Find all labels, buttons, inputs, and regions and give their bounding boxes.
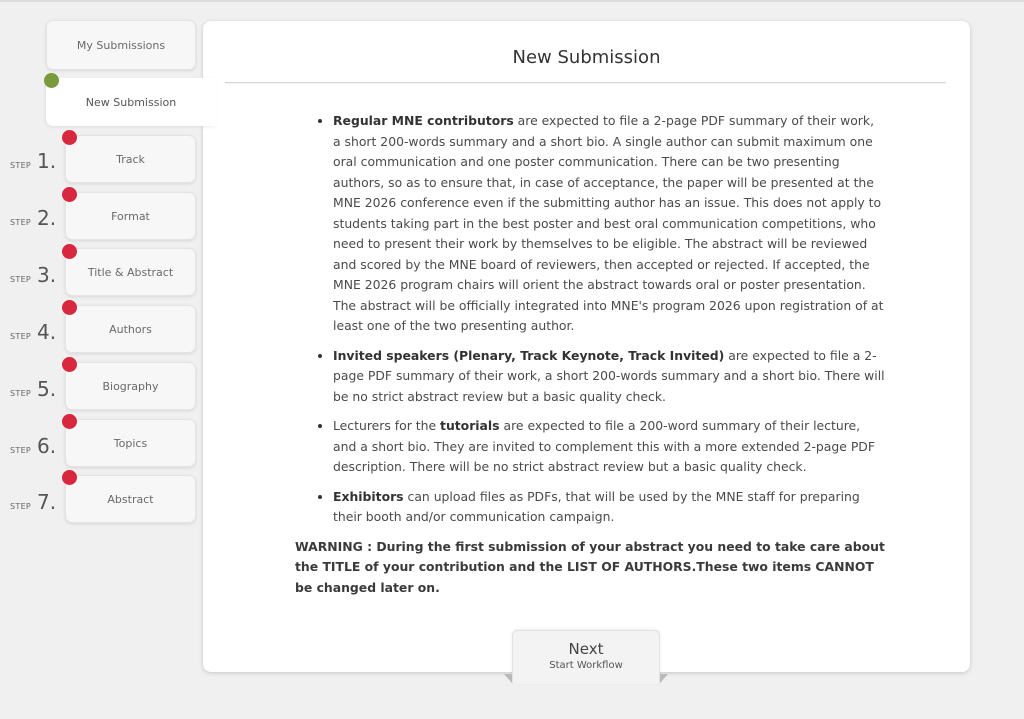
step-word: STEP bbox=[10, 446, 32, 455]
step-7-indicator bbox=[10, 490, 56, 514]
step-number: 6. bbox=[37, 434, 57, 458]
step-word: STEP bbox=[10, 161, 32, 170]
list-item-regular-contributors bbox=[333, 111, 885, 337]
step-tab-label: Abstract bbox=[107, 492, 154, 506]
list-item-invited-speakers bbox=[333, 346, 885, 408]
step-number: 4. bbox=[37, 320, 57, 344]
step-1-status-dot bbox=[62, 130, 77, 145]
next-button-sublabel: Start Workflow bbox=[549, 660, 623, 671]
step-number: 7. bbox=[37, 490, 57, 514]
instructions-list bbox=[295, 111, 885, 528]
step-word: STEP bbox=[10, 332, 32, 341]
step-tab-title-abstract[interactable] bbox=[65, 248, 196, 296]
step-6-indicator bbox=[10, 434, 56, 458]
item-bold: Regular MNE contributors bbox=[333, 113, 514, 128]
step-7-status-dot bbox=[62, 470, 77, 485]
item-bold: Invited speakers (Plenary, Track Keynote, Track Invited) bbox=[333, 347, 725, 363]
step-tab-topics[interactable] bbox=[65, 419, 196, 467]
item-text: are expected to file a 2-page PDF summary of their work, a short 200-words summary and a short bio. A single author can submit maximum one oral communication and one poster communication. There can be two presenting authors, so as to ensure that, in case of acceptance, the paper will be presented at the MNE 2026 conference even if the submitting author has an issue. This does not apply to students taking part in the best poster and best oral communication competitions, who need to present their work by themselves to be eligible. The abstract will be reviewed and scored by the MNE board of reviewers, then accepted or rejected. If accepted, the MNE 2026 program chairs will orient the abstract towards oral or poster presentation. The abstract will be officially integrated into MNE's program 2026 upon registration of at least one of the two presenting author. bbox=[333, 113, 884, 333]
step-number: 3. bbox=[37, 263, 57, 287]
step-tab-label: Authors bbox=[109, 322, 152, 336]
step-number: 1. bbox=[37, 149, 57, 173]
active-status-dot bbox=[44, 73, 59, 88]
step-3-indicator bbox=[10, 263, 56, 287]
step-word: STEP bbox=[10, 502, 32, 511]
step-word: STEP bbox=[10, 275, 32, 284]
step-6-status-dot bbox=[62, 414, 77, 429]
step-2-status-dot bbox=[62, 187, 77, 202]
step-tab-label: Format bbox=[111, 209, 150, 223]
step-tab-format[interactable] bbox=[65, 192, 196, 240]
title-divider bbox=[225, 82, 946, 83]
step-tab-label: Biography bbox=[102, 379, 159, 393]
item-text: can upload files as PDFs, that will be used by the MNE staff for preparing their booth and/or communication campaign. bbox=[333, 488, 860, 524]
step-word: STEP bbox=[10, 218, 32, 227]
step-tab-label: Title & Abstract bbox=[87, 265, 174, 279]
step-tab-authors[interactable] bbox=[65, 305, 196, 353]
warning-message: WARNING : During the first submission of your abstract you need to take care about the TITLE of your contribution and the LIST OF AUTHORS.These two items CANNOT be changed later on. bbox=[295, 538, 885, 595]
step-tab-biography[interactable] bbox=[65, 362, 196, 410]
button-fold-left bbox=[504, 674, 512, 683]
item-text: are expected to file a 200-word summary of their lecture, and a short bio. They are invited to complement this with a more extended 2-page PDF description. There will be no strict abstract review but a basic quality check. bbox=[333, 418, 875, 474]
step-word: STEP bbox=[10, 389, 32, 398]
step-3-status-dot bbox=[62, 244, 77, 259]
step-5-status-dot bbox=[62, 357, 77, 372]
item-prefix: Lecturers for the bbox=[333, 418, 441, 433]
item-text: are expected to file a 2-page PDF summary of their work, a short 200-words summary and a short bio. There will be no strict abstract review but a basic quality check. bbox=[333, 347, 885, 404]
list-item-tutorials bbox=[333, 416, 885, 478]
instructions-content bbox=[295, 111, 885, 598]
tab-new-submission[interactable] bbox=[46, 78, 216, 126]
next-button-label: Next bbox=[568, 640, 604, 658]
top-border bbox=[0, 0, 1024, 2]
step-number: 2. bbox=[37, 206, 57, 230]
step-4-indicator bbox=[10, 320, 56, 344]
step-tab-track[interactable] bbox=[65, 135, 196, 183]
tab-my-submissions[interactable] bbox=[46, 20, 196, 70]
step-tab-label: Track bbox=[116, 152, 145, 166]
step-number: 5. bbox=[37, 377, 57, 401]
step-2-indicator bbox=[10, 206, 56, 230]
button-fold-right bbox=[660, 674, 668, 683]
tab-new-submission-label: New Submission bbox=[85, 95, 177, 109]
step-4-status-dot bbox=[62, 300, 77, 315]
main-panel bbox=[203, 21, 970, 672]
step-tab-label: Topics bbox=[113, 436, 148, 450]
item-bold: tutorials bbox=[440, 418, 500, 433]
tab-my-submissions-label: My Submissions bbox=[76, 38, 166, 52]
list-item-exhibitors bbox=[333, 487, 885, 528]
step-5-indicator bbox=[10, 377, 56, 401]
step-1-indicator bbox=[10, 149, 56, 173]
item-bold: Exhibitors bbox=[333, 488, 404, 504]
step-tab-abstract[interactable] bbox=[65, 475, 196, 523]
page-title: New Submission bbox=[512, 47, 661, 68]
next-button[interactable] bbox=[512, 630, 660, 684]
